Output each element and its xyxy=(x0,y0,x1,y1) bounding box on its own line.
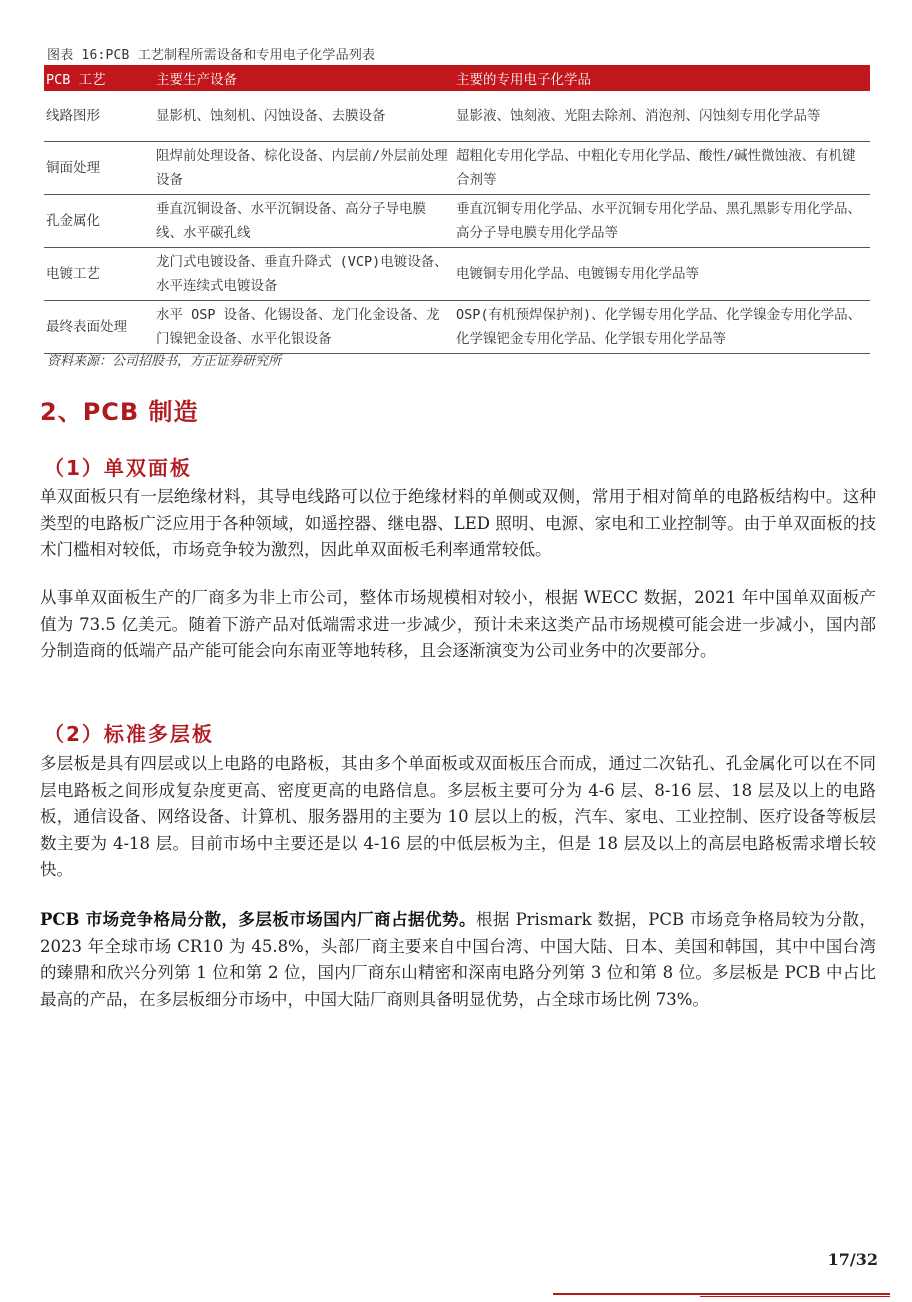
footer-divider xyxy=(553,1293,890,1295)
cell-process: 线路图形 xyxy=(44,91,154,142)
header-chemicals: 主要的专用电子化学品 xyxy=(454,65,870,91)
paragraph-rest: 根据 Prismark 数据，PCB 市场竞争格局较为分散，2023 年全球市场 CR10 为 45.8%，头部厂商主要来自中国台湾、中国大陆、日本、美国和韩国，其中中国台湾的臻鼎和欣兴分列第 1 位和第 2 位，国内厂商东山精密和深南电路分列第 3 位和第 8 位。多层板是 PCB 中占比最高的产品，在多层板细分市场中，中国大陆厂商则具备明显优势，占全球市场比例 73%。 xyxy=(40,910,876,1009)
header-equipment: 主要生产设备 xyxy=(154,65,454,91)
table-row xyxy=(44,195,870,248)
paragraph: 多层板是具有四层或以上电路的电路板，其由多个单面板或双面板压合而成，通过二次钻孔、孔金属化可以在不同层电路板之间形成复杂度更高、密度更高的电路信息。多层板主要可分为 4-6 层、8-16 层、18 层及以上的电路板，通信设备、网络设备、计算机、服务器用的主要为 10 层以上的板，汽车、家电、工业控制、医疗设备等板层数主要为 4-18 层。目前市场中主要还是以 4-16 层的中低层板为主，但是 18 层及以上的高层电路板需求增长较快。 xyxy=(40,754,876,879)
cell-equipment: 阻焊前处理设备、棕化设备、内层前/外层前处理设备 xyxy=(154,142,454,195)
cell-chemicals: 电镀铜专用化学品、电镀锡专用化学品等 xyxy=(454,248,870,301)
subsection-title-multilayer: （2）标准多层板 xyxy=(44,722,214,746)
table-row xyxy=(44,91,870,142)
section-title: 2、PCB 制造 xyxy=(40,398,199,426)
table-caption: 图表 16:PCB 工艺制程所需设备和专用电子化学品列表 xyxy=(47,48,376,63)
table-row xyxy=(44,142,870,195)
cell-process: 铜面处理 xyxy=(44,142,154,195)
cell-equipment: 龙门式电镀设备、垂直升降式 (VCP)电镀设备、水平连续式电镀设备 xyxy=(154,248,454,301)
table-row xyxy=(44,248,870,301)
cell-process: 孔金属化 xyxy=(44,195,154,248)
table-source: 资料来源：公司招股书，方正证券研究所 xyxy=(47,354,282,369)
cell-equipment: 垂直沉铜设备、水平沉铜设备、高分子导电膜线、水平碳孔线 xyxy=(154,195,454,248)
table-row xyxy=(44,301,870,354)
cell-process: 最终表面处理 xyxy=(44,301,154,354)
footer-divider-thin xyxy=(700,1296,890,1297)
cell-chemicals: 垂直沉铜专用化学品、水平沉铜专用化学品、黑孔黑影专用化学品、高分子导电膜专用化学品等 xyxy=(454,195,870,248)
cell-chemicals: 显影液、蚀刻液、光阻去除剂、消泡剂、闪蚀刻专用化学品等 xyxy=(454,91,870,142)
header-process: PCB 工艺 xyxy=(44,65,154,91)
cell-process: 电镀工艺 xyxy=(44,248,154,301)
cell-equipment: 显影机、蚀刻机、闪蚀设备、去膜设备 xyxy=(154,91,454,142)
cell-equipment: 水平 OSP 设备、化锡设备、龙门化金设备、龙门镍钯金设备、水平化银设备 xyxy=(154,301,454,354)
process-table xyxy=(44,65,870,354)
bold-lead: PCB 市场竞争格局分散，多层板市场国内厂商占据优势。 xyxy=(40,910,476,929)
paragraph xyxy=(40,907,876,1013)
table-header-row xyxy=(44,65,870,91)
paragraph: 单双面板只有一层绝缘材料，其导电线路可以位于绝缘材料的单侧或双侧，常用于相对简单的电路板结构中。这种类型的电路板广泛应用于各种领域，如遥控器、继电器、LED 照明、电源、家电和工业控制等。由于单双面板的技术门槛相对较低，市场竞争较为激烈，因此单双面板毛利率通常较低。 xyxy=(40,487,876,559)
subsection-title-single-double: （1）单双面板 xyxy=(44,456,192,480)
cell-chemicals: 超粗化专用化学品、中粗化专用化学品、酸性/碱性微蚀液、有机键合剂等 xyxy=(454,142,870,195)
cell-chemicals: OSP(有机预焊保护剂)、化学锡专用化学品、化学镍金专用化学品、化学镍钯金专用化学品、化学银专用化学品等 xyxy=(454,301,870,354)
paragraph: 从事单双面板生产的厂商多为非上市公司，整体市场规模相对较小，根据 WECC 数据，2021 年中国单双面板产值为 73.5 亿美元。随着下游产品对低端需求进一步减少，预计未来这类产品市场规模可能会进一步减小，国内部分制造商的低端产品产能可能会向东南亚等地转移，且会逐渐演变为公司业务中的次要部分。 xyxy=(40,588,876,660)
page-number: 17/32 xyxy=(827,1250,878,1269)
